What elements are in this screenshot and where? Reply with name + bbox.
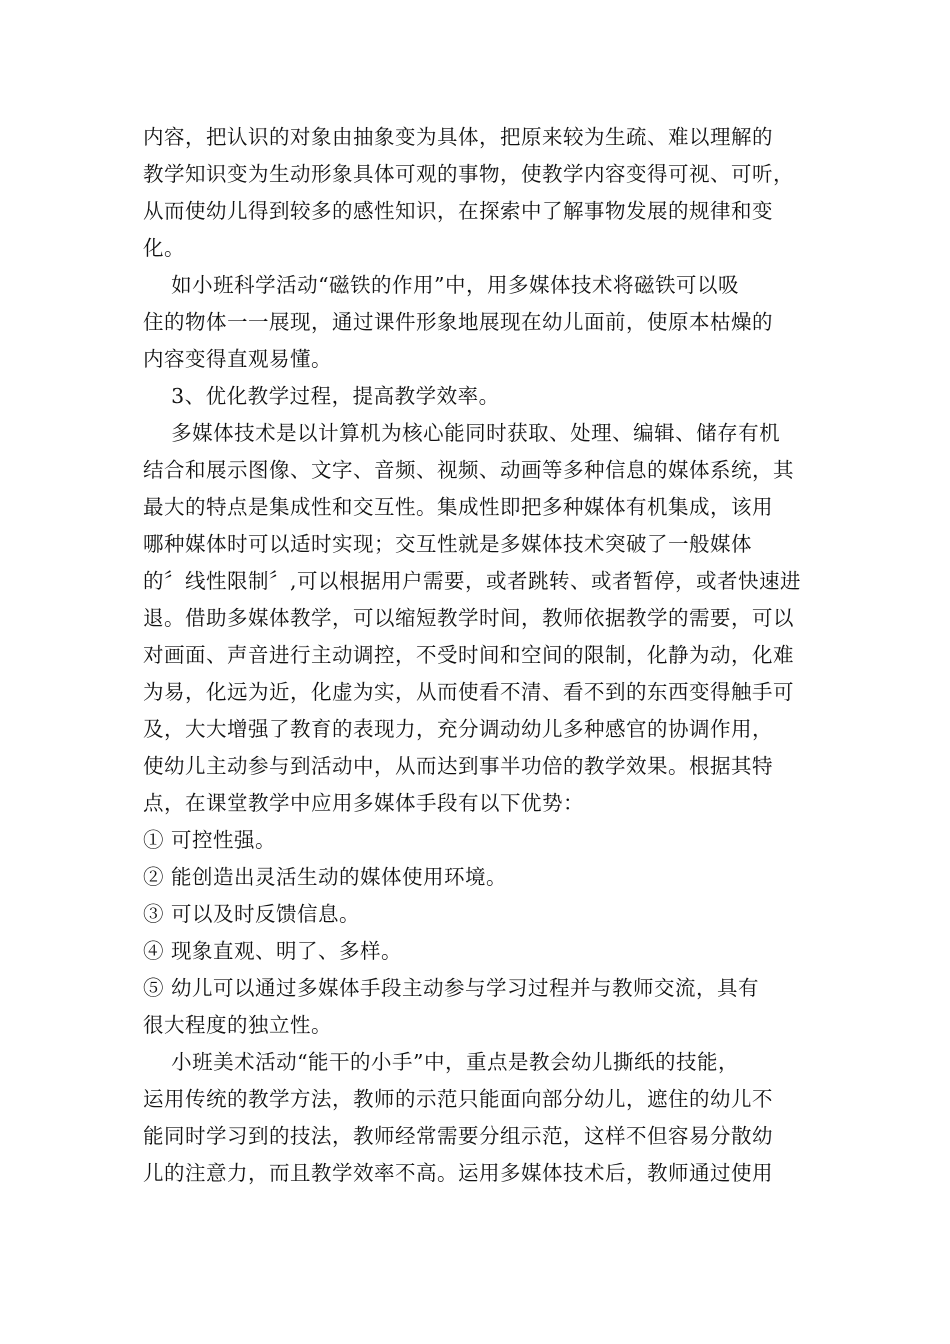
- text-line: 小班美术活动“能干的小手”中，重点是教会幼儿撕纸的技能，: [143, 1050, 740, 1074]
- text-line: 能同时学习到的技法，教师经常需要分组示范，这样不但容易分散幼: [143, 1124, 773, 1148]
- text-line: 哪种媒体时可以适时实现；交互性就是多媒体技术突破了一般媒体: [143, 532, 752, 556]
- text-line: 对画面、声音进行主动调控，不受时间和空间的限制，化静为动，化难: [143, 643, 794, 667]
- text-line: 内容，把认识的对象由抽象变为具体，把原来较为生疏、难以理解的: [143, 125, 773, 149]
- text-line: 使幼儿主动参与到活动中，从而达到事半功倍的教学效果。根据其特: [143, 754, 773, 778]
- text-line: 多媒体技术是以计算机为核心能同时获取、处理、编辑、储存有机: [143, 421, 781, 445]
- text-line: 从而使幼儿得到较多的感性知识，在探索中了解事物发展的规律和变: [143, 199, 773, 223]
- list-item: ① 可控性强。: [143, 828, 277, 852]
- text-line: 退。借助多媒体教学，可以缩短教学时间，教师依据教学的需要，可以: [143, 606, 794, 630]
- text-line: 化。: [143, 236, 185, 260]
- text-line: 教学知识变为生动形象具体可观的事物，使教学内容变得可视、可听，: [143, 162, 794, 186]
- text-line: 很大程度的独立性。: [143, 1013, 332, 1037]
- text-line: 点，在课堂教学中应用多媒体手段有以下优势：: [143, 791, 584, 815]
- text-line: 运用传统的教学方法，教师的示范只能面向部分幼儿，遮住的幼儿不: [143, 1087, 773, 1111]
- text-line: 儿的注意力，而且教学效率不高。运用多媒体技术后，教师通过使用: [143, 1161, 773, 1185]
- text-line: 的〞线性限制〞,可以根据用户需要，或者跳转、或者暂停，或者快速进: [143, 569, 802, 593]
- text-line: 及，大大增强了教育的表现力，充分调动幼儿多种感官的协调作用，: [143, 717, 773, 741]
- text-line: 最大的特点是集成性和交互性。集成性即把多种媒体有机集成，该用: [143, 495, 773, 519]
- list-item: ③ 可以及时反馈信息。: [143, 902, 361, 926]
- list-item: ② 能创造出灵活生动的媒体使用环境。: [143, 865, 508, 889]
- list-item: ⑤ 幼儿可以通过多媒体手段主动参与学习过程并与教师交流，具有: [143, 976, 760, 1000]
- text-line: 为易，化远为近，化虚为实，从而使看不清、看不到的东西变得触手可: [143, 680, 794, 704]
- text-line: 结合和展示图像、文字、音频、视频、动画等多种信息的媒体系统，其: [143, 458, 794, 482]
- list-item: ④ 现象直观、明了、多样。: [143, 939, 403, 963]
- section-heading: 3、优化教学过程，提高教学效率。: [143, 384, 500, 408]
- text-line: 住的物体一一展现，通过课件形象地展现在幼儿面前，使原本枯燥的: [143, 310, 773, 334]
- text-line: 如小班科学活动“磁铁的作用”中，用多媒体技术将磁铁可以吸: [143, 273, 740, 297]
- text-line: 内容变得直观易懂。: [143, 347, 332, 371]
